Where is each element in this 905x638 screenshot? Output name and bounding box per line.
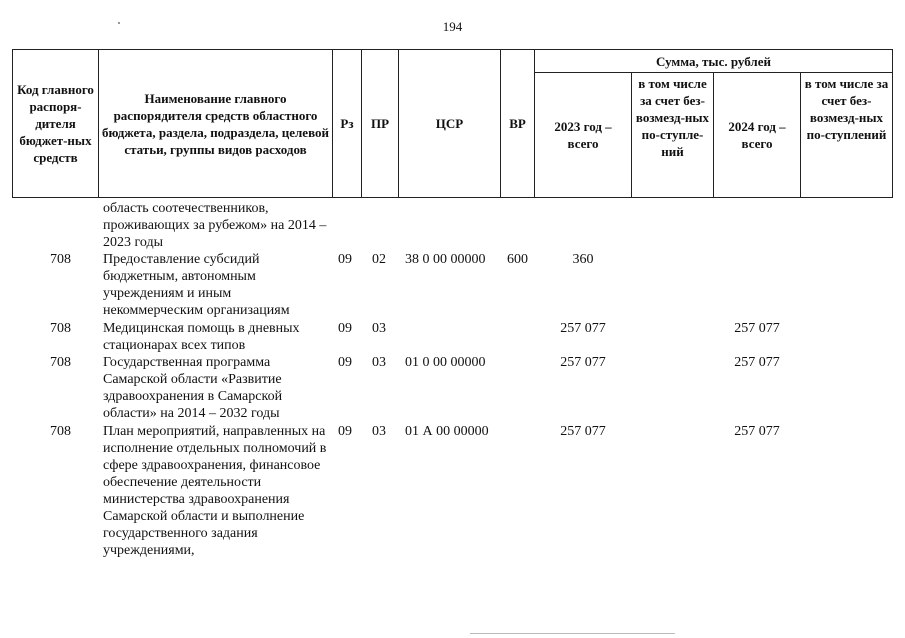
row-rz: 09 xyxy=(338,321,352,336)
footer-rule xyxy=(470,633,675,634)
row-name: Государственная программа Самарской области «Развитие здравоохранения в Самарской области» на 2014 – 2032 годы xyxy=(103,355,283,421)
row-code: 708 xyxy=(50,355,71,370)
row-pr: 02 xyxy=(372,252,386,267)
row-sum-2023: 360 xyxy=(572,252,594,267)
row-csr: 38 0 00 00000 xyxy=(405,252,486,267)
row-rz: 09 xyxy=(338,424,352,439)
row-vr: 600 xyxy=(507,252,528,267)
row-sum-2023: 257 077 xyxy=(560,424,606,439)
row-rz: 09 xyxy=(338,355,352,370)
row-name: План мероприятий, направленных на исполнение отдельных полномочий в сфере здравоохранения, финансовое обеспечение деятельности министерства здравоохранения Самарской области и выполнение государственного задания учреждениями, xyxy=(103,424,327,558)
row-pr: 03 xyxy=(372,424,386,439)
row-rz: 09 xyxy=(338,252,352,267)
header-vr: ВР xyxy=(501,50,535,198)
row-csr: 01 А 00 00000 xyxy=(405,424,489,439)
header-csr: ЦСР xyxy=(399,50,501,198)
row-sum-2024: 257 077 xyxy=(734,424,780,439)
scan-speck xyxy=(118,22,120,24)
page-number: 194 xyxy=(442,19,463,34)
row-sum-2023: 257 077 xyxy=(560,321,606,336)
header-2023-free: в том числе за счет без-возмезд-ных по-ступле-ний xyxy=(632,73,714,198)
table-header xyxy=(12,49,893,198)
row-name: Предоставление субсидий бюджетным, автономным учреждениям и иным некоммерческим организациям xyxy=(103,252,290,318)
header-code: Код главного распоря-дителя бюджет-ных средств xyxy=(13,50,99,198)
row-name: область соотечественников, проживающих за рубежом» на 2014 – 2023 годы xyxy=(103,201,327,250)
row-code: 708 xyxy=(50,252,71,267)
header-rz: Рз xyxy=(333,50,362,198)
header-pr: ПР xyxy=(362,50,399,198)
row-sum-2024: 257 077 xyxy=(734,355,780,370)
header-2024-free: в том числе за счет без-возмезд-ных по-ступлений xyxy=(801,73,893,198)
row-pr: 03 xyxy=(372,355,386,370)
row-pr: 03 xyxy=(372,321,386,336)
row-csr: 01 0 00 00000 xyxy=(405,355,486,370)
row-code: 708 xyxy=(50,424,71,439)
header-2023-total: 2023 год – всего xyxy=(535,73,632,198)
row-sum-2024: 257 077 xyxy=(734,321,780,336)
header-2024-total: 2024 год – всего xyxy=(714,73,801,198)
row-code: 708 xyxy=(50,321,71,336)
row-sum-2023: 257 077 xyxy=(560,355,606,370)
row-name: Медицинская помощь в дневных стационарах всех типов xyxy=(103,321,300,353)
header-name: Наименование главного распорядителя средств областного бюджета, раздела, подраздела, целевой статьи, группы видов расходов xyxy=(99,50,333,198)
header-sum: Сумма, тыс. рублей xyxy=(535,50,893,73)
